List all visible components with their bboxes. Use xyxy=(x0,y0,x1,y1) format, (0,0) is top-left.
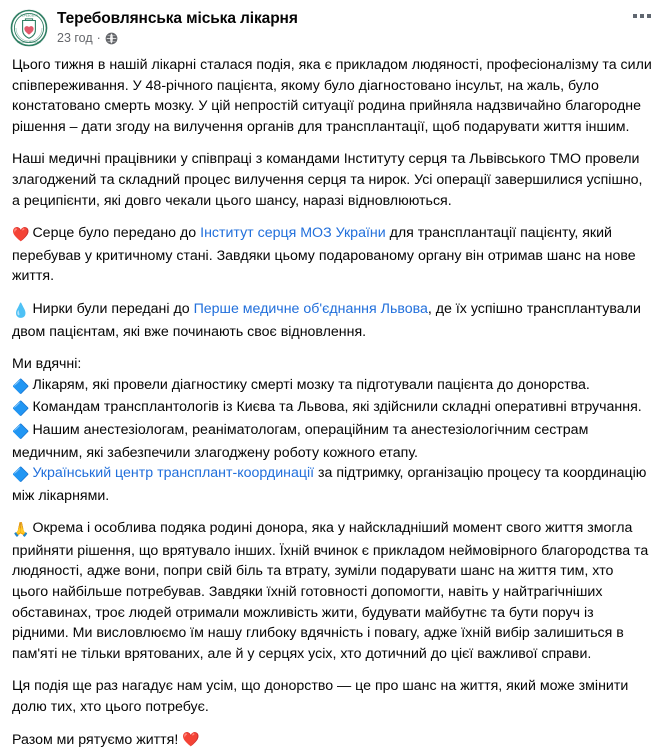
post-paragraph-6: Ця подія ще раз нагадує нам усім, що донорство — це про шанс на життя, який може змінити долю тих, хто цього потребує. xyxy=(12,678,629,716)
post-body xyxy=(0,49,667,750)
hospital-crest-logo-icon xyxy=(10,9,48,47)
post-meta xyxy=(57,30,298,46)
page-name[interactable]: Теребовлянська міська лікарня xyxy=(57,10,298,27)
globe-icon[interactable] xyxy=(105,32,118,45)
heart-text-before: Серце було передано до xyxy=(32,225,201,242)
avatar[interactable] xyxy=(10,9,48,47)
post-paragraph-kidneys xyxy=(12,299,653,342)
thanks-link-item-text: за підтримку, організацію процесу та координацію між лікарнями. xyxy=(12,465,647,504)
thanks-list-item xyxy=(12,420,653,463)
post-paragraph-1: Цього тижня в нашій лікарні сталася подія, яка є прикладом людяності, професіоналізму та сили співпереживання. У 48-річного пацієнта, якому було діагностовано інсульт, на жаль, було констатовано смерть мозку. У цій непростій ситуації родина прийняла надзвичайно благородне рішення – дати згоду на вилучення органів для трансплантації, щоб подарувати життя іншим. xyxy=(12,57,652,135)
thanks-list-item xyxy=(12,397,653,420)
thanks-item-text: Лікарям, які провели діагностику смерті мозку та підготували пацієнта до донорства. xyxy=(32,376,590,393)
more-dot xyxy=(640,14,644,18)
family-thanks-text: Окрема і особлива подяка родині донора, яка у найскладніший момент свого життя змогла прийняти рішення, що врятувало інших. Їхній вчинок є прикладом неймовірного благородства та людяності, адже вони, попри свій біль та втрату, зуміли подарувати шанс на життя тим, хто цього найбільше потребував. Завдяки їхній готовності допомогти, навіть у найтрагічніших обставинах, троє людей отримали можливість жити, будувати майбутнє та бути поруч із рідними. Ми висловлюємо їм нашу глибоку вдячність і повагу, адже їхній вибір залишиться в пам'яті не тільки врятованих, але й у серцях усіх, хто дотичний до цієї важливої справи. xyxy=(12,520,649,662)
more-dot xyxy=(633,14,637,18)
blue-diamond-emoji: 🔷 xyxy=(12,401,30,418)
folded-hands-emoji: 🙏 xyxy=(12,522,30,539)
kidneys-text-after: , де їх успішно трансплантували двом пацієнтам, які вже починають своє відновлення. xyxy=(12,300,641,340)
red-heart-emoji: ❤️ xyxy=(12,227,30,244)
more-dot xyxy=(647,14,651,18)
link-ukrainian-transplant-coordination-center[interactable]: Український центр трансплант-координації xyxy=(32,465,315,482)
svg-text:МІСЬКА ЛІКАРНЯ: МІСЬКА ЛІКАРНЯ xyxy=(16,40,42,45)
post-timestamp[interactable]: 23 год xyxy=(57,31,93,45)
thanks-item-text: Командам трансплантологів із Києва та Львова, які здійснили складні оперативні втручання. xyxy=(32,399,642,416)
blue-diamond-emoji: 🔷 xyxy=(12,467,30,484)
more-options-icon[interactable] xyxy=(633,14,651,18)
svg-text:ТЕРЕБОВЛЯ: ТЕРЕБОВЛЯ xyxy=(20,13,38,18)
red-heart-emoji: ❤️ xyxy=(182,731,200,748)
post-paragraph-heart xyxy=(12,223,653,287)
link-institute-of-heart[interactable]: Інститут серця МОЗ України xyxy=(200,225,386,242)
blue-diamond-emoji: 🔷 xyxy=(12,378,30,395)
thanks-item-text: Нашим анестезіологам, реаніматологам, операційним та анестезіологічним сестрам медичним, які забезпечили злагоджену роботу кожного етапу. xyxy=(12,421,589,461)
kidneys-text-before: Нирки були передані до xyxy=(32,300,194,317)
meta-separator: · xyxy=(96,31,101,45)
blue-diamond-emoji: 🔷 xyxy=(12,423,30,440)
post-paragraph-2: Наші медичні працівники у співпраці з командами Інституту серця та Львівського ТМО провели злагоджений та складний процес вилучення серця та нирок. Усі операції завершилися успішно, а реципієнти, які довго чекали цього шансу, наразі відновлюються. xyxy=(12,151,643,209)
droplet-emoji: 💧 xyxy=(12,302,30,319)
post-paragraph-closing xyxy=(12,730,653,750)
closing-text: Разом ми рятуємо життя! xyxy=(12,731,183,748)
thanks-list-item xyxy=(12,375,653,398)
post-header-text xyxy=(57,8,298,46)
thanks-intro: Ми вдячні: xyxy=(12,356,82,373)
post-header xyxy=(0,0,667,49)
thanks-list-item-link xyxy=(12,463,653,506)
heart-text-after: для трансплантації пацієнту, який перебував у критичному стані. Завдяки цьому подарованому органу він отримав шанс на нове життя. xyxy=(12,225,636,285)
post-paragraph-family-thanks xyxy=(12,518,653,664)
link-first-medical-union-lviv[interactable]: Перше медичне об'єднання Львова xyxy=(193,300,428,317)
